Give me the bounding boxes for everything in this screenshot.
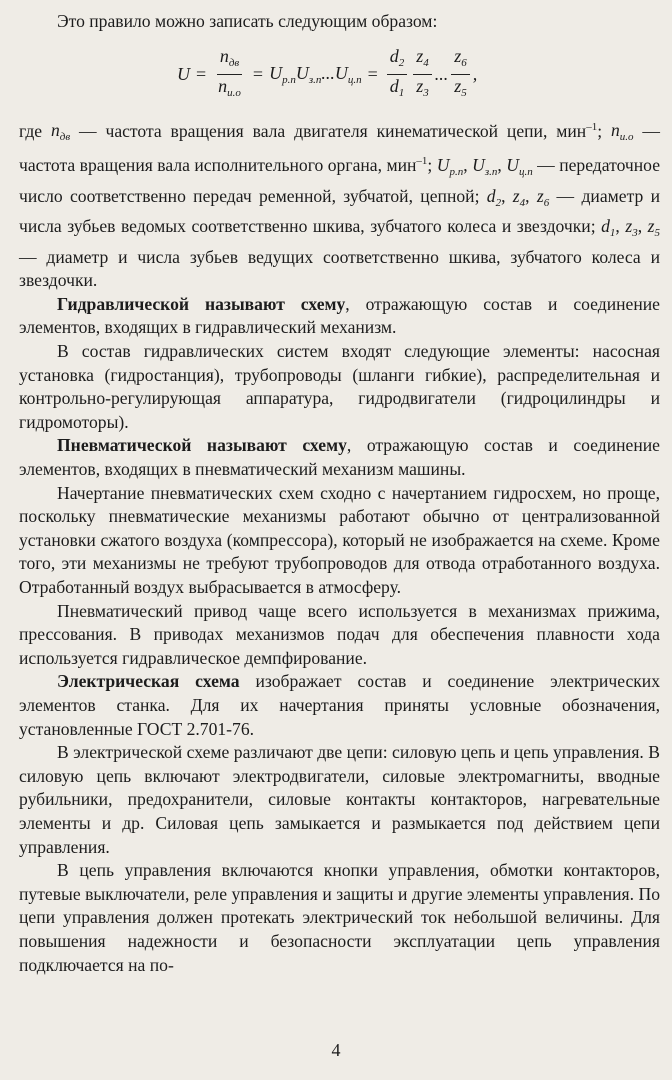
formula-equals-2: = bbox=[252, 64, 264, 85]
formula-comma: , bbox=[472, 64, 478, 85]
hydraulic-composition: В состав гидравлических систем входят следующие элементы: насосная установка (гидростанция), трубопроводы (шланги гибкие), распределительная и контрольно-регулирующая аппаратура, гидродвигатели (гидроцилиндры и гидромоторы). bbox=[19, 341, 660, 432]
electrical-circuits: В электрической схеме различают две цепи: силовую цепь и цепь управления. В силовую цепь включают электродвигатели, силовые электромагниты, вводные рубильники, предохранители, силовые контакты контакторов, нагревательные элементы и др. Силовая цепь замыкается и размыкается под действием цепи управления. bbox=[19, 742, 660, 857]
pneumatic-drive: Пневматический привод чаще всего используется в механизмах прижима, прессования. В приводах механизмов подач для обеспечения плавности хода используется гидравлическое демпфирование. bbox=[19, 600, 660, 668]
pneumatic-definition: Пневматической называют схему, отражающую состав и соединение элементов, входящих в пневматический механизм машины. bbox=[19, 435, 660, 480]
definitions-paragraph: где $n_{дв}$ — частота вращения вала двигателя кинематической цепи, мин$^{-1}$; $n_{и.о}$ — частота вращения вала исполнительного органа, мин$^{-1}$; $U_{р.п}$, $U_{з.п}$, $U_{ц.п}$ — передаточное число соответственно передач ременной, зубчатой, цепной; $d_2$, $z_4$, $z_6$ — диаметр и числа зубьев ведомых соответственно шкива, зубчатого колеса и звездочки; $d_1$, $z_3$, $z_5$ — диаметр и числа зубьев ведущих соответственно шкива, зубчатого колеса и звездочки. bbox=[19, 120, 661, 291]
control-circuit: В цепь управления включаются кнопки управления, обмотки контакторов, путевые выключатели, реле управления и защиты и другие элементы управления. По цепи управления должен протекать электрический ток небольшой величины. Для повышения надежности и безопасности эксплуатации цепь управления подключается на по- bbox=[19, 860, 660, 975]
page-number: 4 bbox=[331, 1040, 341, 1060]
formula-equals-3: = bbox=[367, 64, 378, 85]
gear-ratio-formula bbox=[19, 34, 660, 116]
electrical-definition: Электрическая схема изображает состав и соединение электрических элементов станка. Для их начертания приняты условные обозначения, установленные ГОСТ 2.701-76. bbox=[19, 671, 661, 739]
intro-line: Это правило можно записать следующим образом: bbox=[57, 11, 438, 31]
formula-product: $U_{р.п}U_{з.п}...U_{ц.п}$ bbox=[269, 63, 362, 87]
formula-frac-speed: $\frac{n_{дв}}{n_{и.о}}$ bbox=[218, 46, 241, 100]
hydraulic-definition: Гидравлической называют схему, отражающую состав и соединение элементов, входящих в гидравлический механизм. bbox=[19, 293, 660, 338]
formula-dots: ... bbox=[434, 64, 449, 85]
formula-frac-z6: $\frac{z_6}{z_5}$ bbox=[451, 45, 470, 104]
formula-frac-z4: $\frac{z_4}{z_3}$ bbox=[413, 45, 432, 104]
formula-lhs: U bbox=[177, 64, 190, 85]
formula-frac-d: $\frac{d_2}{d_1}$ bbox=[387, 45, 408, 104]
formula-equals-1: = bbox=[196, 64, 207, 85]
pneumatic-drawing: Начертание пневматических схем сходно с начертанием гидросхем, но проще, поскольку пневматические механизмы работают обычно от централизованной установки сжатого воздуха (компрессора), который не изображается на схеме. Кроме того, эти механизмы не требуют трубопроводов для отвода отработанного воздуха. Отработанный воздух выбрасывается в атмосферу. bbox=[19, 482, 660, 597]
